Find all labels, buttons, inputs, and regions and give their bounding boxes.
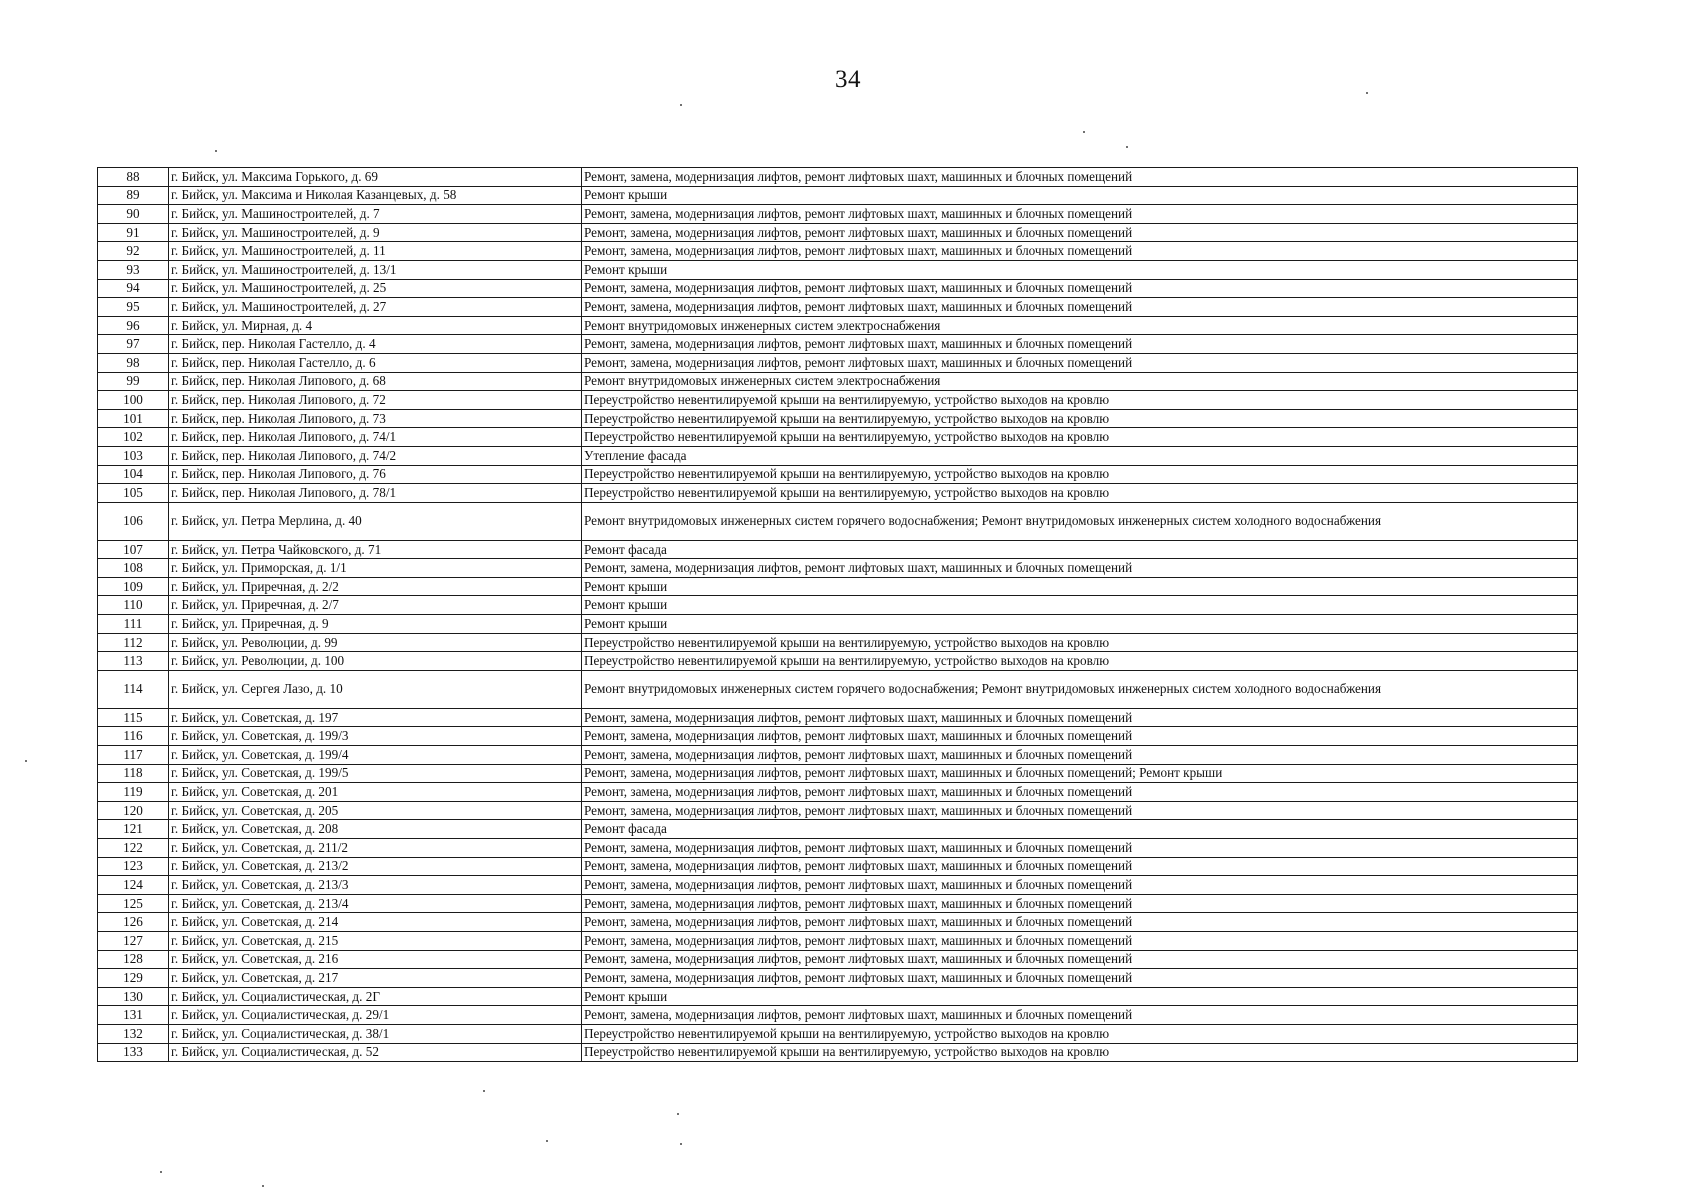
work-type-cell: Ремонт, замена, модернизация лифтов, ремонт лифтовых шахт, машинных и блочных помещений xyxy=(582,168,1578,187)
scan-speck xyxy=(262,1185,264,1187)
row-number: 118 xyxy=(98,764,169,783)
work-type-cell: Ремонт, замена, модернизация лифтов, ремонт лифтовых шахт, машинных и блочных помещений xyxy=(582,1006,1578,1025)
work-type-cell: Ремонт, замена, модернизация лифтов, ремонт лифтовых шахт, машинных и блочных помещений xyxy=(582,205,1578,224)
table-row xyxy=(98,446,1578,465)
work-type-cell: Ремонт, замена, модернизация лифтов, ремонт лифтовых шахт, машинных и блочных помещений xyxy=(582,857,1578,876)
work-type-cell: Ремонт, замена, модернизация лифтов, ремонт лифтовых шахт, машинных и блочных помещений xyxy=(582,931,1578,950)
row-number: 105 xyxy=(98,484,169,503)
work-type-cell: Переустройство невентилируемой крыши на вентилируемую, устройство выходов на кровлю xyxy=(582,1024,1578,1043)
work-type-cell: Переустройство невентилируемой крыши на вентилируемую, устройство выходов на кровлю xyxy=(582,652,1578,671)
work-type-cell: Ремонт фасада xyxy=(582,820,1578,839)
work-type-cell: Утепление фасада xyxy=(582,446,1578,465)
row-number: 129 xyxy=(98,969,169,988)
address-cell: г. Бийск, ул. Социалистическая, д. 2Г xyxy=(169,987,582,1006)
work-type-cell: Ремонт внутридомовых инженерных систем горячего водоснабжения; Ремонт внутридомовых инженерных систем холодного водоснабжения xyxy=(582,670,1578,708)
table-row xyxy=(98,987,1578,1006)
table-row xyxy=(98,708,1578,727)
address-cell: г. Бийск, пер. Николая Гастелло, д. 6 xyxy=(169,353,582,372)
table-row xyxy=(98,1006,1578,1025)
address-cell: г. Бийск, пер. Николая Гастелло, д. 4 xyxy=(169,335,582,354)
row-number: 102 xyxy=(98,428,169,447)
row-number: 93 xyxy=(98,260,169,279)
address-cell: г. Бийск, пер. Николая Липового, д. 68 xyxy=(169,372,582,391)
address-cell: г. Бийск, ул. Машиностроителей, д. 11 xyxy=(169,242,582,261)
address-cell: г. Бийск, ул. Советская, д. 199/3 xyxy=(169,727,582,746)
row-number: 116 xyxy=(98,727,169,746)
work-type-cell: Ремонт внутридомовых инженерных систем электроснабжения xyxy=(582,316,1578,335)
scan-speck xyxy=(546,1140,548,1142)
row-number: 90 xyxy=(98,205,169,224)
work-type-cell: Ремонт, замена, модернизация лифтов, ремонт лифтовых шахт, машинных и блочных помещений xyxy=(582,279,1578,298)
table-row xyxy=(98,540,1578,559)
row-number: 131 xyxy=(98,1006,169,1025)
table-row xyxy=(98,969,1578,988)
address-cell: г. Бийск, ул. Советская, д. 199/4 xyxy=(169,746,582,765)
work-type-cell: Ремонт крыши xyxy=(582,596,1578,615)
row-number: 92 xyxy=(98,242,169,261)
table-row xyxy=(98,298,1578,317)
row-number: 117 xyxy=(98,746,169,765)
row-number: 127 xyxy=(98,931,169,950)
work-type-cell: Ремонт, замена, модернизация лифтов, ремонт лифтовых шахт, машинных и блочных помещений xyxy=(582,353,1578,372)
scan-speck xyxy=(1366,92,1368,94)
work-type-cell: Ремонт, замена, модернизация лифтов, ремонт лифтовых шахт, машинных и блочных помещений; Ремонт крыши xyxy=(582,764,1578,783)
table-row xyxy=(98,615,1578,634)
address-cell: г. Бийск, ул. Приморская, д. 1/1 xyxy=(169,559,582,578)
row-number: 122 xyxy=(98,839,169,858)
row-number: 94 xyxy=(98,279,169,298)
work-type-cell: Переустройство невентилируемой крыши на вентилируемую, устройство выходов на кровлю xyxy=(582,484,1578,503)
work-type-cell: Ремонт, замена, модернизация лифтов, ремонт лифтовых шахт, машинных и блочных помещений xyxy=(582,559,1578,578)
row-number: 107 xyxy=(98,540,169,559)
row-number: 125 xyxy=(98,894,169,913)
row-number: 111 xyxy=(98,615,169,634)
address-cell: г. Бийск, ул. Советская, д. 215 xyxy=(169,931,582,950)
row-number: 96 xyxy=(98,316,169,335)
table-row xyxy=(98,409,1578,428)
row-number: 128 xyxy=(98,950,169,969)
table-row xyxy=(98,801,1578,820)
scan-speck xyxy=(25,760,27,762)
table-row xyxy=(98,391,1578,410)
table-row xyxy=(98,764,1578,783)
table-row xyxy=(98,279,1578,298)
work-type-cell: Ремонт, замена, модернизация лифтов, ремонт лифтовых шахт, машинных и блочных помещений xyxy=(582,223,1578,242)
table-row xyxy=(98,913,1578,932)
row-number: 108 xyxy=(98,559,169,578)
table-row xyxy=(98,205,1578,224)
address-cell: г. Бийск, ул. Советская, д. 217 xyxy=(169,969,582,988)
scan-speck xyxy=(680,104,682,106)
scan-speck xyxy=(1083,131,1085,133)
row-number: 132 xyxy=(98,1024,169,1043)
work-type-cell: Ремонт крыши xyxy=(582,987,1578,1006)
table-row xyxy=(98,502,1578,540)
work-type-cell: Ремонт крыши xyxy=(582,186,1578,205)
row-number: 121 xyxy=(98,820,169,839)
table-row xyxy=(98,242,1578,261)
scan-speck xyxy=(680,1143,682,1145)
row-number: 130 xyxy=(98,987,169,1006)
table-row xyxy=(98,559,1578,578)
table-row xyxy=(98,820,1578,839)
address-cell: г. Бийск, ул. Петра Чайковского, д. 71 xyxy=(169,540,582,559)
row-number: 113 xyxy=(98,652,169,671)
address-cell: г. Бийск, ул. Советская, д. 197 xyxy=(169,708,582,727)
row-number: 119 xyxy=(98,783,169,802)
address-cell: г. Бийск, пер. Николая Липового, д. 73 xyxy=(169,409,582,428)
address-cell: г. Бийск, ул. Сергея Лазо, д. 10 xyxy=(169,670,582,708)
address-cell: г. Бийск, ул. Машиностроителей, д. 7 xyxy=(169,205,582,224)
work-type-cell: Ремонт крыши xyxy=(582,577,1578,596)
page-number: 34 xyxy=(835,66,861,93)
address-cell: г. Бийск, ул. Петра Мерлина, д. 40 xyxy=(169,502,582,540)
table-row xyxy=(98,727,1578,746)
address-cell: г. Бийск, ул. Советская, д. 201 xyxy=(169,783,582,802)
address-cell: г. Бийск, ул. Социалистическая, д. 38/1 xyxy=(169,1024,582,1043)
table-row xyxy=(98,428,1578,447)
address-cell: г. Бийск, ул. Социалистическая, д. 29/1 xyxy=(169,1006,582,1025)
work-type-cell: Ремонт фасада xyxy=(582,540,1578,559)
work-type-cell: Ремонт, замена, модернизация лифтов, ремонт лифтовых шахт, машинных и блочных помещений xyxy=(582,746,1578,765)
scan-speck xyxy=(1126,146,1128,148)
address-cell: г. Бийск, ул. Машиностроителей, д. 25 xyxy=(169,279,582,298)
row-number: 126 xyxy=(98,913,169,932)
table-row xyxy=(98,484,1578,503)
table-row xyxy=(98,260,1578,279)
scan-speck xyxy=(483,1090,485,1092)
address-cell: г. Бийск, ул. Машиностроителей, д. 27 xyxy=(169,298,582,317)
work-type-cell: Ремонт, замена, модернизация лифтов, ремонт лифтовых шахт, машинных и блочных помещений xyxy=(582,950,1578,969)
address-cell: г. Бийск, пер. Николая Липового, д. 74/2 xyxy=(169,446,582,465)
address-cell: г. Бийск, ул. Максима и Николая Казанцевых, д. 58 xyxy=(169,186,582,205)
work-type-cell: Ремонт, замена, модернизация лифтов, ремонт лифтовых шахт, машинных и блочных помещений xyxy=(582,801,1578,820)
row-number: 133 xyxy=(98,1043,169,1062)
row-number: 100 xyxy=(98,391,169,410)
row-number: 97 xyxy=(98,335,169,354)
table-row xyxy=(98,857,1578,876)
row-number: 89 xyxy=(98,186,169,205)
work-type-cell: Ремонт, замена, модернизация лифтов, ремонт лифтовых шахт, машинных и блочных помещений xyxy=(582,783,1578,802)
row-number: 115 xyxy=(98,708,169,727)
table-row xyxy=(98,316,1578,335)
address-cell: г. Бийск, ул. Максима Горького, д. 69 xyxy=(169,168,582,187)
table-row xyxy=(98,465,1578,484)
address-cell: г. Бийск, ул. Советская, д. 214 xyxy=(169,913,582,932)
table-row xyxy=(98,652,1578,671)
table-row xyxy=(98,950,1578,969)
row-number: 104 xyxy=(98,465,169,484)
table-row xyxy=(98,894,1578,913)
row-number: 88 xyxy=(98,168,169,187)
work-type-cell: Ремонт, замена, модернизация лифтов, ремонт лифтовых шахт, машинных и блочных помещений xyxy=(582,894,1578,913)
work-type-cell: Переустройство невентилируемой крыши на вентилируемую, устройство выходов на кровлю xyxy=(582,1043,1578,1062)
table-row xyxy=(98,876,1578,895)
work-type-cell: Ремонт, замена, модернизация лифтов, ремонт лифтовых шахт, машинных и блочных помещений xyxy=(582,242,1578,261)
table-row xyxy=(98,596,1578,615)
row-number: 91 xyxy=(98,223,169,242)
row-number: 99 xyxy=(98,372,169,391)
row-number: 101 xyxy=(98,409,169,428)
table-row xyxy=(98,931,1578,950)
address-cell: г. Бийск, ул. Советская, д. 213/3 xyxy=(169,876,582,895)
work-type-cell: Ремонт, замена, модернизация лифтов, ремонт лифтовых шахт, машинных и блочных помещений xyxy=(582,335,1578,354)
address-cell: г. Бийск, ул. Революции, д. 99 xyxy=(169,633,582,652)
row-number: 112 xyxy=(98,633,169,652)
work-type-cell: Ремонт, замена, модернизация лифтов, ремонт лифтовых шахт, машинных и блочных помещений xyxy=(582,913,1578,932)
table-row xyxy=(98,335,1578,354)
row-number: 124 xyxy=(98,876,169,895)
row-number: 120 xyxy=(98,801,169,820)
address-cell: г. Бийск, ул. Машиностроителей, д. 13/1 xyxy=(169,260,582,279)
address-cell: г. Бийск, ул. Советская, д. 216 xyxy=(169,950,582,969)
work-type-cell: Ремонт, замена, модернизация лифтов, ремонт лифтовых шахт, машинных и блочных помещений xyxy=(582,969,1578,988)
row-number: 109 xyxy=(98,577,169,596)
address-cell: г. Бийск, ул. Советская, д. 208 xyxy=(169,820,582,839)
work-type-cell: Ремонт, замена, модернизация лифтов, ремонт лифтовых шахт, машинных и блочных помещений xyxy=(582,839,1578,858)
repair-schedule-table xyxy=(97,167,1578,1062)
table-row xyxy=(98,1043,1578,1062)
work-type-cell: Ремонт, замена, модернизация лифтов, ремонт лифтовых шахт, машинных и блочных помещений xyxy=(582,298,1578,317)
work-type-cell: Ремонт, замена, модернизация лифтов, ремонт лифтовых шахт, машинных и блочных помещений xyxy=(582,727,1578,746)
address-cell: г. Бийск, ул. Приречная, д. 9 xyxy=(169,615,582,634)
address-cell: г. Бийск, пер. Николая Липового, д. 78/1 xyxy=(169,484,582,503)
row-number: 110 xyxy=(98,596,169,615)
address-cell: г. Бийск, ул. Советская, д. 205 xyxy=(169,801,582,820)
work-type-cell: Ремонт, замена, модернизация лифтов, ремонт лифтовых шахт, машинных и блочных помещений xyxy=(582,876,1578,895)
scan-speck xyxy=(215,150,217,152)
work-type-cell: Ремонт крыши xyxy=(582,615,1578,634)
address-cell: г. Бийск, ул. Машиностроителей, д. 9 xyxy=(169,223,582,242)
table-row xyxy=(98,633,1578,652)
table-body xyxy=(98,168,1578,1062)
work-type-cell: Ремонт внутридомовых инженерных систем электроснабжения xyxy=(582,372,1578,391)
table-row xyxy=(98,746,1578,765)
work-type-cell: Переустройство невентилируемой крыши на вентилируемую, устройство выходов на кровлю xyxy=(582,391,1578,410)
address-cell: г. Бийск, ул. Революции, д. 100 xyxy=(169,652,582,671)
address-cell: г. Бийск, ул. Социалистическая, д. 52 xyxy=(169,1043,582,1062)
row-number: 123 xyxy=(98,857,169,876)
scan-speck xyxy=(160,1171,162,1173)
row-number: 106 xyxy=(98,502,169,540)
table-row xyxy=(98,372,1578,391)
address-cell: г. Бийск, ул. Советская, д. 211/2 xyxy=(169,839,582,858)
table-row xyxy=(98,670,1578,708)
work-type-cell: Переустройство невентилируемой крыши на вентилируемую, устройство выходов на кровлю xyxy=(582,465,1578,484)
address-cell: г. Бийск, ул. Приречная, д. 2/2 xyxy=(169,577,582,596)
address-cell: г. Бийск, ул. Советская, д. 199/5 xyxy=(169,764,582,783)
scan-speck xyxy=(677,1113,679,1115)
row-number: 103 xyxy=(98,446,169,465)
address-cell: г. Бийск, пер. Николая Липового, д. 72 xyxy=(169,391,582,410)
address-cell: г. Бийск, ул. Мирная, д. 4 xyxy=(169,316,582,335)
address-cell: г. Бийск, ул. Приречная, д. 2/7 xyxy=(169,596,582,615)
table-row xyxy=(98,1024,1578,1043)
address-cell: г. Бийск, ул. Советская, д. 213/2 xyxy=(169,857,582,876)
work-type-cell: Переустройство невентилируемой крыши на вентилируемую, устройство выходов на кровлю xyxy=(582,428,1578,447)
row-number: 114 xyxy=(98,670,169,708)
address-cell: г. Бийск, пер. Николая Липового, д. 76 xyxy=(169,465,582,484)
table-row xyxy=(98,168,1578,187)
row-number: 95 xyxy=(98,298,169,317)
work-type-cell: Переустройство невентилируемой крыши на вентилируемую, устройство выходов на кровлю xyxy=(582,409,1578,428)
address-cell: г. Бийск, пер. Николая Липового, д. 74/1 xyxy=(169,428,582,447)
table-row xyxy=(98,223,1578,242)
table-row xyxy=(98,577,1578,596)
table-row xyxy=(98,186,1578,205)
work-type-cell: Ремонт, замена, модернизация лифтов, ремонт лифтовых шахт, машинных и блочных помещений xyxy=(582,708,1578,727)
row-number: 98 xyxy=(98,353,169,372)
work-type-cell: Переустройство невентилируемой крыши на вентилируемую, устройство выходов на кровлю xyxy=(582,633,1578,652)
table-row xyxy=(98,783,1578,802)
address-cell: г. Бийск, ул. Советская, д. 213/4 xyxy=(169,894,582,913)
table-row xyxy=(98,353,1578,372)
table-row xyxy=(98,839,1578,858)
work-type-cell: Ремонт крыши xyxy=(582,260,1578,279)
work-type-cell: Ремонт внутридомовых инженерных систем горячего водоснабжения; Ремонт внутридомовых инженерных систем холодного водоснабжения xyxy=(582,502,1578,540)
